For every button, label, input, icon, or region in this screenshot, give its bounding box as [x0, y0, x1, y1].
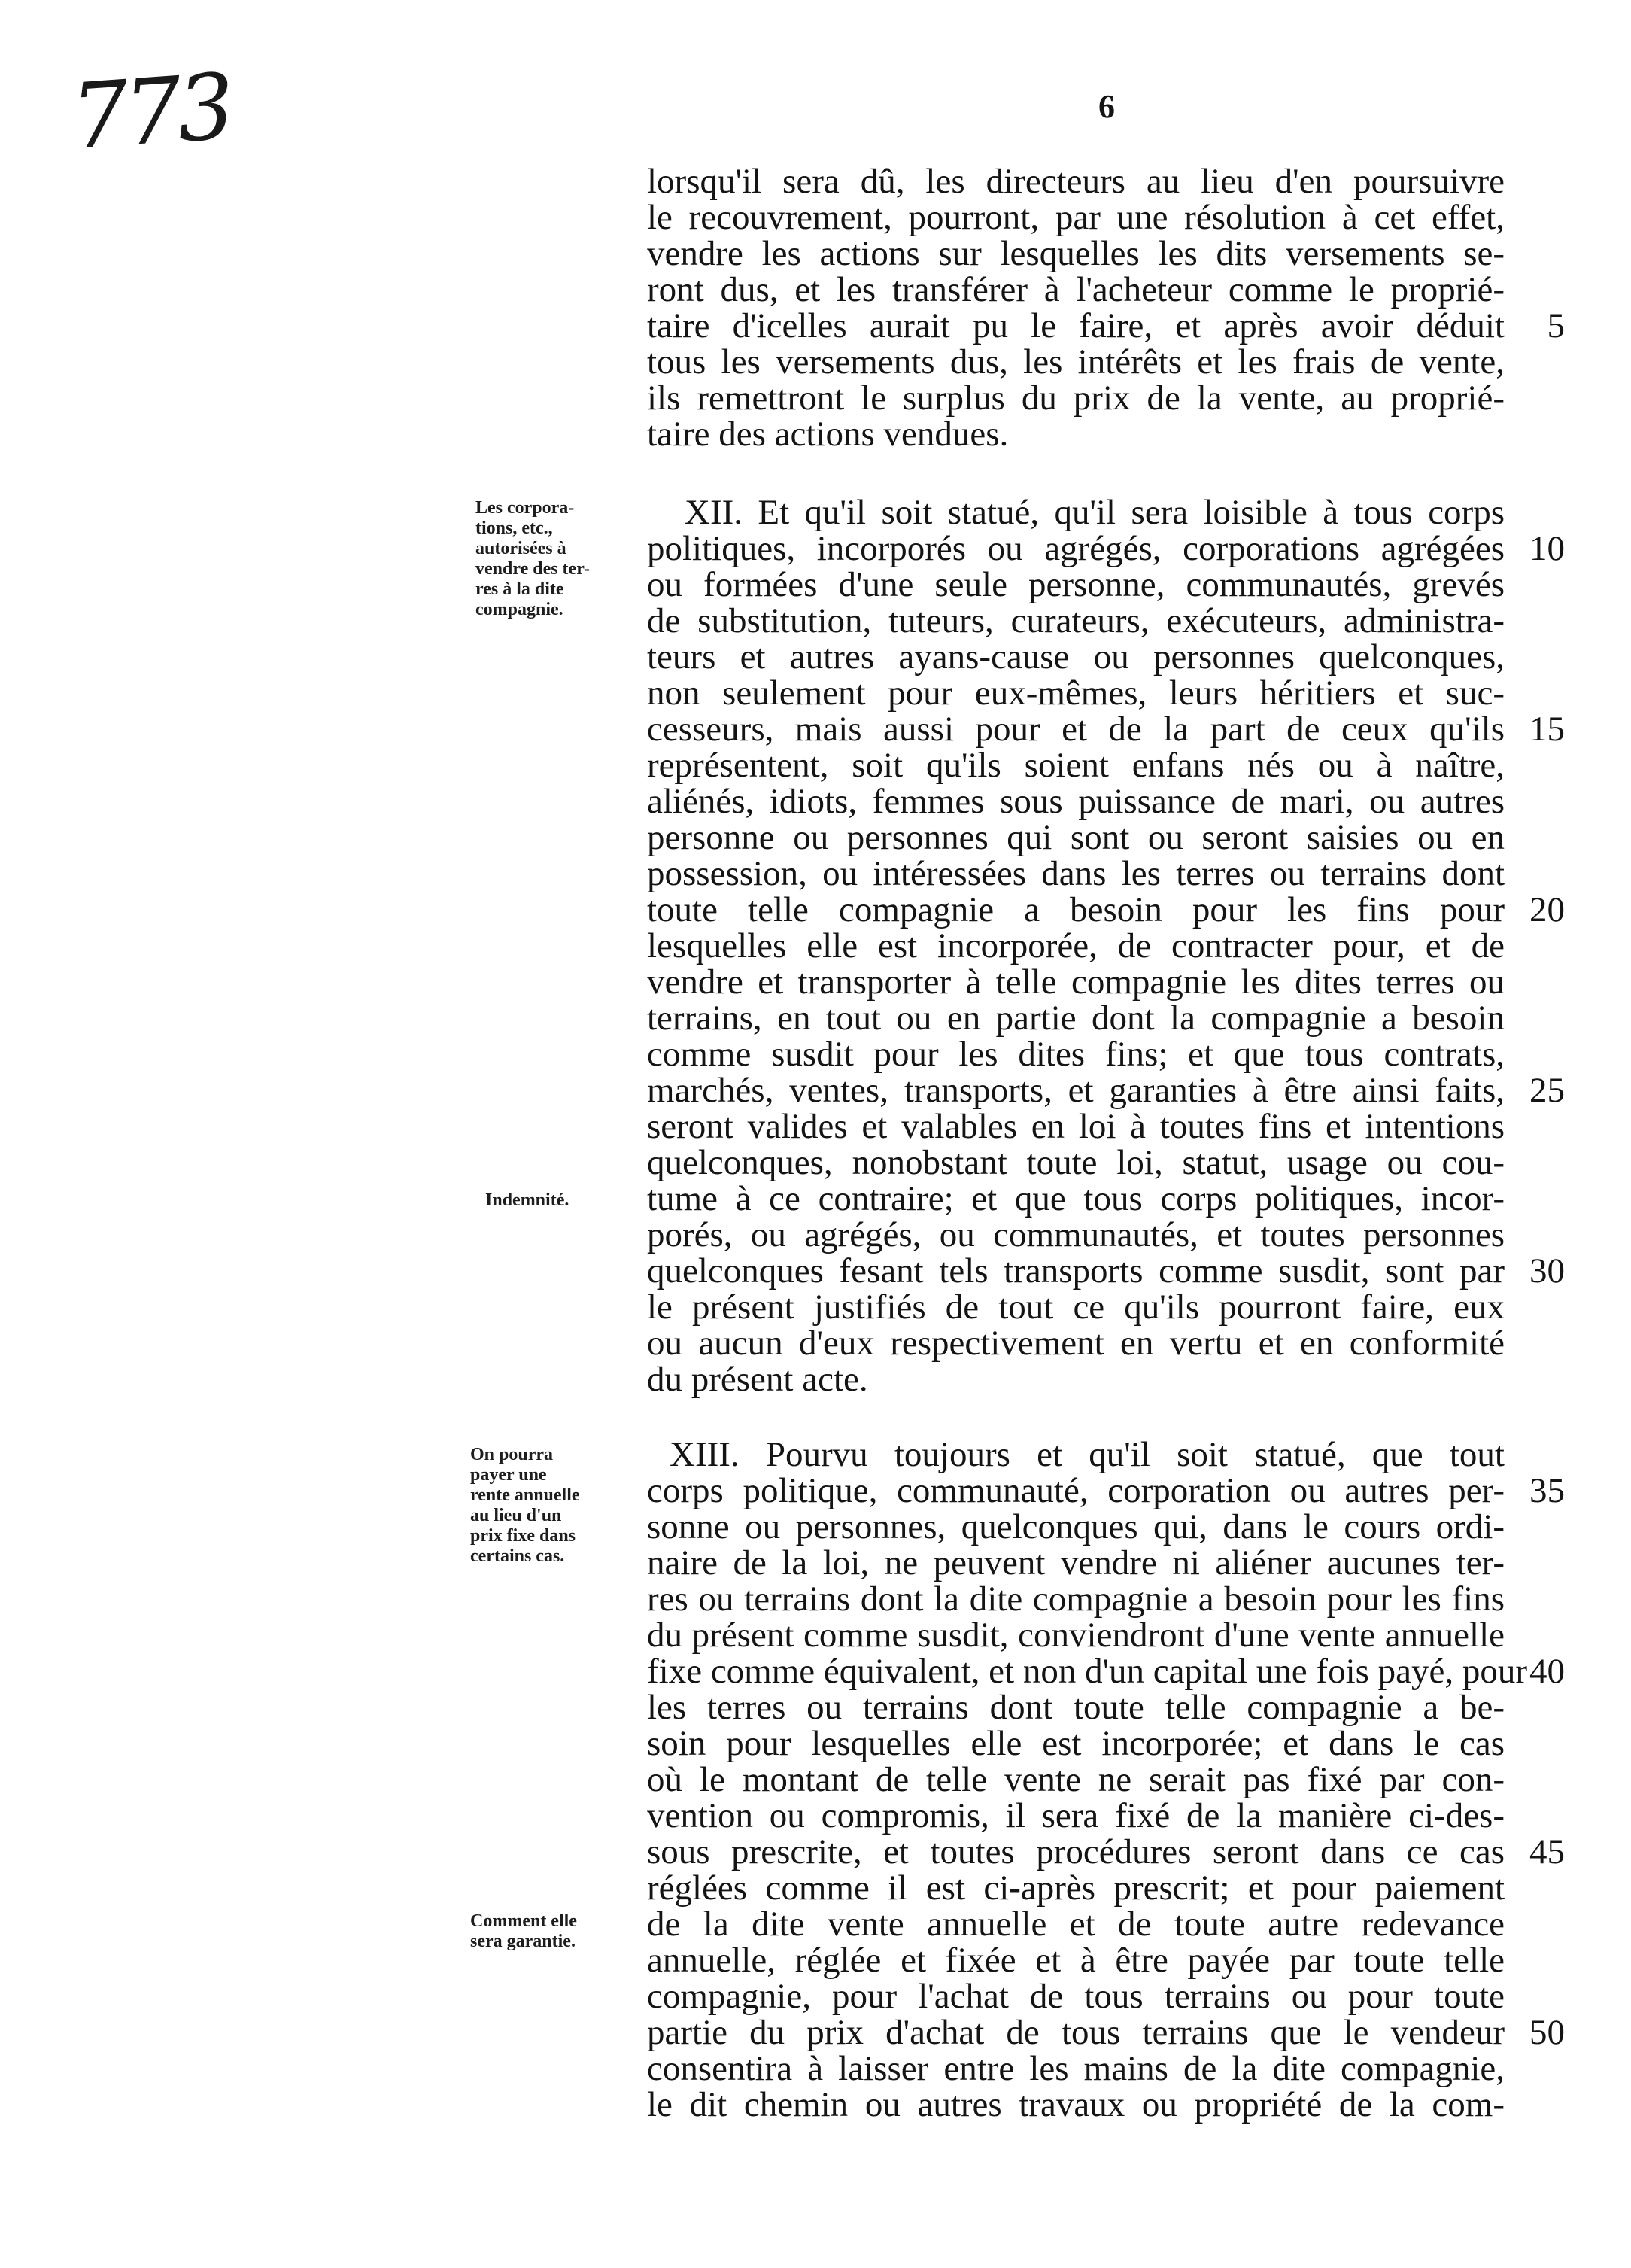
margin-note-line: Indemnité.: [485, 1190, 569, 1210]
text-line: ou formées d'une seule personne, communautés, grevés: [647, 565, 1505, 604]
text-line: où le montant de telle vente ne serait pas fixé par con-: [647, 1760, 1505, 1799]
text-line: compagnie, pour l'achat de tous terrains ou pour toute: [647, 1977, 1505, 2016]
text-line: res ou terrains dont la dite compagnie a besoin pour les fins: [647, 1579, 1505, 1619]
margin-note-rente-annuelle: [470, 1445, 621, 1567]
text-line: teurs et autres ayans-cause ou personnes quelconques,: [647, 637, 1505, 676]
text-line: de substitution, tuteurs, curateurs, exécuteurs, administra-: [647, 601, 1505, 640]
text-line: terrains, en tout ou en partie dont la compagnie a besoin: [647, 999, 1505, 1038]
text-line: quelconques, nonobstant toute loi, statut, usage ou cou-: [647, 1143, 1505, 1182]
text-line: naire de la loi, ne peuvent vendre ni aliéner aucunes ter-: [647, 1543, 1505, 1582]
text-line: sonne ou personnes, quelconques qui, dans le cours ordi-: [647, 1507, 1505, 1546]
text-line: ils remettront le surplus du prix de la vente, au proprié-: [647, 379, 1505, 418]
text-line: le présent justifiés de tout ce qu'ils pourront faire, eux: [647, 1288, 1505, 1327]
text-line: non seulement pour eux-mêmes, leurs héritiers et suc-: [647, 673, 1505, 713]
text-line: tous les versements dus, les intérêts et les frais de vente,: [647, 342, 1505, 382]
article-xiii-heading-line: XIII. Pourvu toujours et qu'il soit statué, que tout: [670, 1435, 1505, 1474]
text-line: fixe comme équivalent, et non d'un capital une fois payé, pour: [647, 1652, 1528, 1691]
margin-note-line: certains cas.: [470, 1546, 565, 1566]
line-number: 50: [1529, 2013, 1565, 2052]
text-line: taire des actions vendues.: [647, 415, 1009, 454]
text-line: lorsqu'il sera dû, les directeurs au lieu d'en poursuivre: [647, 162, 1505, 201]
margin-note-line: prix fixe dans: [470, 1526, 576, 1546]
text-line: cesseurs, mais aussi pour et de la part de ceux qu'ils: [647, 710, 1505, 749]
margin-note-line: vendre des ter-: [475, 559, 590, 579]
margin-note-line: res à la dite: [475, 579, 564, 599]
text-line: corps politique, communauté, corporation ou autres per-: [647, 1471, 1505, 1510]
margin-note-line: payer une: [470, 1465, 547, 1485]
margin-note-line: compagnie.: [475, 600, 563, 619]
line-number: 40: [1529, 1652, 1565, 1691]
line-number: 30: [1529, 1251, 1565, 1291]
text-line: annuelle, réglée et fixée et à être payée par toute telle: [647, 1941, 1505, 1980]
margin-note-line: rente annuelle: [470, 1485, 580, 1505]
page-number: 6: [1098, 88, 1115, 125]
text-line: personne ou personnes qui sont ou seront saisies ou en: [647, 818, 1505, 857]
text-line: seront valides et valables en loi à toutes fins et intentions: [647, 1107, 1505, 1146]
margin-note-line: au lieu d'un: [470, 1506, 562, 1525]
text-line: possession, ou intéressées dans les terres ou terrains dont: [647, 854, 1505, 893]
text-line: consentira à laisser entre les mains de la dite compagnie,: [647, 2049, 1505, 2088]
line-number: 5: [1547, 306, 1565, 345]
line-number: 10: [1529, 529, 1565, 568]
line-number: 20: [1529, 890, 1565, 929]
margin-note-indemnite: [485, 1190, 636, 1211]
text-line: lesquelles elle est incorporée, de contracter pour, et de: [647, 926, 1505, 965]
text-line: les terres ou terrains dont toute telle compagnie a be-: [647, 1688, 1505, 1727]
line-number: 15: [1529, 710, 1565, 749]
text-line: sous prescrite, et toutes procédures seront dans ce cas: [647, 1832, 1505, 1871]
text-line: du présent comme susdit, conviendront d'une vente annuelle: [647, 1616, 1505, 1655]
text-line: toute telle compagnie a besoin pour les fins pour: [647, 890, 1505, 929]
text-line: du présent acte.: [647, 1360, 868, 1399]
margin-note-line: On pourra: [470, 1445, 554, 1464]
text-line: le recouvrement, pourront, par une résolution à cet effet,: [647, 198, 1505, 237]
text-line: ou aucun d'eux respectivement en vertu et en conformité: [647, 1324, 1505, 1363]
margin-note-line: tions, etc.,: [475, 518, 553, 538]
text-line: quelconques fesant tels transports comme susdit, sont par: [647, 1251, 1505, 1291]
text-line: taire d'icelles aurait pu le faire, et après avoir déduit: [647, 306, 1505, 345]
margin-note-line: Les corpora-: [475, 498, 575, 518]
text-line: marchés, ventes, transports, et garanties à être ainsi faits,: [647, 1071, 1505, 1110]
text-line: le dit chemin ou autres travaux ou propriété de la com-: [647, 2085, 1505, 2124]
text-line: soin pour lesquelles elle est incorporée; et dans le cas: [647, 1724, 1505, 1763]
text-line: vendre les actions sur lesquelles les dits versements se-: [647, 234, 1505, 273]
line-number: 45: [1529, 1832, 1565, 1871]
margin-note-line: autorisées à: [475, 539, 566, 558]
margin-note-line: Comment elle: [470, 1911, 577, 1931]
margin-note-corporations: [475, 498, 626, 620]
text-line: comme susdit pour les dites fins; et que tous contrats,: [647, 1035, 1505, 1074]
text-line: tume à ce contraire; et que tous corps politiques, incor-: [647, 1179, 1505, 1218]
handwritten-folio-number: 773: [68, 54, 234, 171]
margin-note-garantie: [470, 1911, 621, 1952]
text-line: de la dite vente annuelle et de toute autre redevance: [647, 1905, 1505, 1944]
text-line: représentent, soit qu'ils soient enfans nés ou à naître,: [647, 746, 1505, 785]
text-line: porés, ou agrégés, ou communautés, et toutes personnes: [647, 1215, 1505, 1254]
text-line: réglées comme il est ci-après prescrit; et pour paiement: [647, 1868, 1505, 1908]
text-line: aliénés, idiots, femmes sous puissance de mari, ou autres: [647, 782, 1505, 821]
line-number: 25: [1529, 1071, 1565, 1110]
text-line: vention ou compromis, il sera fixé de la manière ci-des-: [647, 1796, 1505, 1835]
text-line: ront dus, et les transférer à l'acheteur comme le proprié-: [647, 270, 1505, 309]
text-line: vendre et transporter à telle compagnie les dites terres ou: [647, 962, 1505, 1002]
margin-note-line: sera garantie.: [470, 1932, 576, 1951]
text-line: partie du prix d'achat de tous terrains que le vendeur: [647, 2013, 1505, 2052]
line-number: 35: [1529, 1471, 1565, 1510]
text-line: politiques, incorporés ou agrégés, corporations agrégées: [647, 529, 1505, 568]
article-xii-heading-line: XII. Et qu'il soit statué, qu'il sera loisible à tous corps: [685, 493, 1505, 532]
